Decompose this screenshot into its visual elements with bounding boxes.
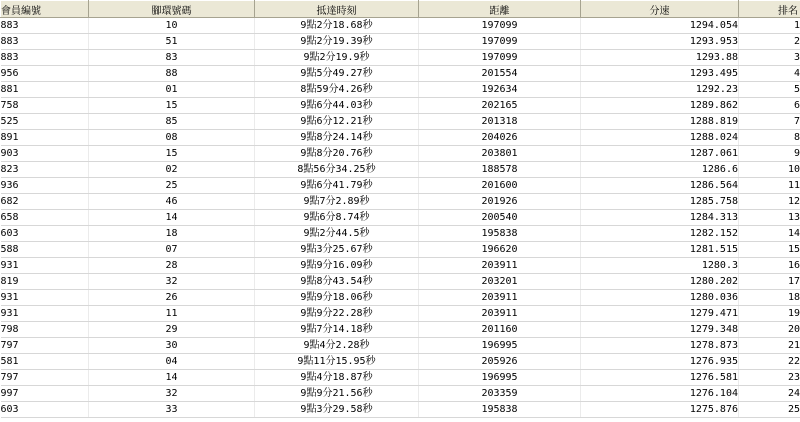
cell-member-id: 931 — [1, 306, 89, 322]
cell-ring-number: 11 — [89, 306, 255, 322]
cell-arrival-time: 8點59分4.26秒 — [255, 82, 419, 98]
cell-member-id: 881 — [1, 82, 89, 98]
table-row[interactable] — [1, 354, 800, 370]
cell-ring-number: 25 — [89, 178, 255, 194]
cell-rank: 22 — [739, 354, 800, 370]
cell-arrival-time: 9點6分44.03秒 — [255, 98, 419, 114]
cell-ring-number: 29 — [89, 322, 255, 338]
cell-member-id: 956 — [1, 66, 89, 82]
cell-distance: 195838 — [419, 402, 581, 418]
cell-rank: 5 — [739, 82, 800, 98]
cell-speed: 1275.876 — [581, 402, 739, 418]
table-row[interactable] — [1, 258, 800, 274]
cell-member-id: 797 — [1, 338, 89, 354]
cell-rank: 2 — [739, 34, 800, 50]
cell-ring-number: 85 — [89, 114, 255, 130]
cell-arrival-time: 9點2分19.9秒 — [255, 50, 419, 66]
cell-member-id: 903 — [1, 146, 89, 162]
cell-rank: 24 — [739, 386, 800, 402]
cell-distance: 204026 — [419, 130, 581, 146]
table-row[interactable] — [1, 34, 800, 50]
cell-distance: 192634 — [419, 82, 581, 98]
cell-rank: 7 — [739, 114, 800, 130]
cell-ring-number: 10 — [89, 18, 255, 34]
cell-rank: 1 — [739, 18, 800, 34]
cell-ring-number: 02 — [89, 162, 255, 178]
column-header-member-id[interactable]: 會員編號 — [1, 1, 89, 18]
table-row[interactable] — [1, 226, 800, 242]
cell-ring-number: 28 — [89, 258, 255, 274]
column-header-arrival-time[interactable]: 抵達時刻 — [255, 1, 419, 18]
cell-ring-number: 18 — [89, 226, 255, 242]
cell-arrival-time: 9點6分8.74秒 — [255, 210, 419, 226]
cell-arrival-time: 9點9分16.09秒 — [255, 258, 419, 274]
cell-speed: 1288.024 — [581, 130, 739, 146]
cell-rank: 16 — [739, 258, 800, 274]
table-row[interactable] — [1, 130, 800, 146]
cell-distance: 203911 — [419, 290, 581, 306]
cell-member-id: 581 — [1, 354, 89, 370]
table-row[interactable] — [1, 82, 800, 98]
cell-member-id: 883 — [1, 50, 89, 66]
cell-speed: 1294.054 — [581, 18, 739, 34]
cell-arrival-time: 9點4分2.28秒 — [255, 338, 419, 354]
cell-arrival-time: 9點8分20.76秒 — [255, 146, 419, 162]
cell-speed: 1286.6 — [581, 162, 739, 178]
table-row[interactable] — [1, 274, 800, 290]
cell-rank: 3 — [739, 50, 800, 66]
cell-distance: 202165 — [419, 98, 581, 114]
cell-ring-number: 46 — [89, 194, 255, 210]
cell-speed: 1292.23 — [581, 82, 739, 98]
cell-arrival-time: 9點4分18.87秒 — [255, 370, 419, 386]
cell-rank: 11 — [739, 178, 800, 194]
cell-member-id: 758 — [1, 98, 89, 114]
cell-arrival-time: 9點3分29.58秒 — [255, 402, 419, 418]
table-row[interactable] — [1, 210, 800, 226]
cell-ring-number: 33 — [89, 402, 255, 418]
cell-member-id: 588 — [1, 242, 89, 258]
table-row[interactable] — [1, 194, 800, 210]
cell-distance: 196995 — [419, 338, 581, 354]
cell-ring-number: 32 — [89, 274, 255, 290]
cell-arrival-time: 9點9分18.06秒 — [255, 290, 419, 306]
cell-member-id: 931 — [1, 258, 89, 274]
cell-ring-number: 83 — [89, 50, 255, 66]
cell-member-id: 658 — [1, 210, 89, 226]
cell-ring-number: 88 — [89, 66, 255, 82]
cell-arrival-time: 9點2分19.39秒 — [255, 34, 419, 50]
cell-rank: 15 — [739, 242, 800, 258]
cell-arrival-time: 9點8分43.54秒 — [255, 274, 419, 290]
cell-distance: 203911 — [419, 306, 581, 322]
cell-ring-number: 07 — [89, 242, 255, 258]
cell-rank: 19 — [739, 306, 800, 322]
cell-rank: 25 — [739, 402, 800, 418]
cell-distance: 197099 — [419, 50, 581, 66]
cell-distance: 197099 — [419, 18, 581, 34]
cell-member-id: 931 — [1, 290, 89, 306]
cell-ring-number: 26 — [89, 290, 255, 306]
cell-ring-number: 51 — [89, 34, 255, 50]
table-row[interactable] — [1, 114, 800, 130]
table-row[interactable] — [1, 162, 800, 178]
cell-distance: 201318 — [419, 114, 581, 130]
cell-arrival-time: 9點6分12.21秒 — [255, 114, 419, 130]
cell-arrival-time: 9點8分24.14秒 — [255, 130, 419, 146]
cell-distance: 203911 — [419, 258, 581, 274]
column-header-speed[interactable]: 分速 — [581, 1, 739, 18]
cell-speed: 1289.862 — [581, 98, 739, 114]
cell-arrival-time: 9點11分15.95秒 — [255, 354, 419, 370]
cell-arrival-time: 9點6分41.79秒 — [255, 178, 419, 194]
cell-distance: 203201 — [419, 274, 581, 290]
column-header-distance[interactable]: 距離 — [419, 1, 581, 18]
cell-speed: 1293.88 — [581, 50, 739, 66]
cell-distance: 201926 — [419, 194, 581, 210]
cell-arrival-time: 9點2分18.68秒 — [255, 18, 419, 34]
table-row[interactable] — [1, 306, 800, 322]
cell-speed: 1284.313 — [581, 210, 739, 226]
cell-rank: 4 — [739, 66, 800, 82]
cell-arrival-time: 9點2分44.5秒 — [255, 226, 419, 242]
cell-speed: 1288.819 — [581, 114, 739, 130]
cell-rank: 17 — [739, 274, 800, 290]
cell-rank: 14 — [739, 226, 800, 242]
cell-rank: 10 — [739, 162, 800, 178]
cell-member-id: 819 — [1, 274, 89, 290]
table-row[interactable] — [1, 18, 800, 34]
cell-member-id: 797 — [1, 370, 89, 386]
table-row[interactable] — [1, 66, 800, 82]
cell-rank: 8 — [739, 130, 800, 146]
cell-speed: 1280.3 — [581, 258, 739, 274]
cell-rank: 12 — [739, 194, 800, 210]
cell-distance: 201554 — [419, 66, 581, 82]
column-header-rank[interactable]: 排名 — [739, 1, 800, 18]
cell-member-id: 891 — [1, 130, 89, 146]
cell-ring-number: 04 — [89, 354, 255, 370]
cell-distance: 196995 — [419, 370, 581, 386]
table-row[interactable] — [1, 50, 800, 66]
cell-member-id: 883 — [1, 18, 89, 34]
cell-rank: 9 — [739, 146, 800, 162]
table-row[interactable] — [1, 370, 800, 386]
cell-rank: 21 — [739, 338, 800, 354]
cell-speed: 1286.564 — [581, 178, 739, 194]
cell-distance: 203801 — [419, 146, 581, 162]
table-row[interactable] — [1, 402, 800, 418]
cell-member-id: 823 — [1, 162, 89, 178]
cell-distance: 203359 — [419, 386, 581, 402]
cell-distance: 197099 — [419, 34, 581, 50]
cell-distance: 201600 — [419, 178, 581, 194]
table-row[interactable] — [1, 322, 800, 338]
cell-distance: 195838 — [419, 226, 581, 242]
cell-distance: 205926 — [419, 354, 581, 370]
cell-ring-number: 01 — [89, 82, 255, 98]
table-body — [1, 18, 800, 418]
cell-ring-number: 15 — [89, 98, 255, 114]
cell-member-id: 997 — [1, 386, 89, 402]
cell-speed: 1282.152 — [581, 226, 739, 242]
cell-ring-number: 14 — [89, 370, 255, 386]
table-row[interactable] — [1, 146, 800, 162]
table-row[interactable] — [1, 178, 800, 194]
cell-member-id: 603 — [1, 226, 89, 242]
table-row[interactable] — [1, 242, 800, 258]
cell-member-id: 798 — [1, 322, 89, 338]
cell-distance: 188578 — [419, 162, 581, 178]
cell-rank: 23 — [739, 370, 800, 386]
header-row — [1, 1, 800, 18]
table-row[interactable] — [1, 338, 800, 354]
cell-distance: 200540 — [419, 210, 581, 226]
cell-ring-number: 15 — [89, 146, 255, 162]
table-row[interactable] — [1, 290, 800, 306]
cell-speed: 1276.104 — [581, 386, 739, 402]
cell-arrival-time: 9點7分14.18秒 — [255, 322, 419, 338]
cell-arrival-time: 9點3分25.67秒 — [255, 242, 419, 258]
cell-member-id: 936 — [1, 178, 89, 194]
table-row[interactable] — [1, 386, 800, 402]
cell-ring-number: 08 — [89, 130, 255, 146]
cell-speed: 1276.581 — [581, 370, 739, 386]
cell-rank: 6 — [739, 98, 800, 114]
cell-speed: 1276.935 — [581, 354, 739, 370]
column-header-ring-number[interactable]: 腳環號碼 — [89, 1, 255, 18]
cell-member-id: 883 — [1, 34, 89, 50]
cell-ring-number: 30 — [89, 338, 255, 354]
cell-ring-number: 32 — [89, 386, 255, 402]
cell-arrival-time: 9點9分22.28秒 — [255, 306, 419, 322]
cell-arrival-time: 8點56分34.25秒 — [255, 162, 419, 178]
cell-arrival-time: 9點9分21.56秒 — [255, 386, 419, 402]
cell-distance: 196620 — [419, 242, 581, 258]
cell-speed: 1293.953 — [581, 34, 739, 50]
cell-speed: 1285.758 — [581, 194, 739, 210]
cell-speed: 1279.471 — [581, 306, 739, 322]
cell-rank: 18 — [739, 290, 800, 306]
cell-distance: 201160 — [419, 322, 581, 338]
cell-arrival-time: 9點5分49.27秒 — [255, 66, 419, 82]
cell-member-id: 603 — [1, 402, 89, 418]
cell-member-id: 525 — [1, 114, 89, 130]
cell-rank: 13 — [739, 210, 800, 226]
cell-rank: 20 — [739, 322, 800, 338]
table-row[interactable] — [1, 98, 800, 114]
cell-arrival-time: 9點7分2.89秒 — [255, 194, 419, 210]
cell-speed: 1279.348 — [581, 322, 739, 338]
cell-ring-number: 14 — [89, 210, 255, 226]
cell-speed: 1280.036 — [581, 290, 739, 306]
cell-speed: 1293.495 — [581, 66, 739, 82]
cell-speed: 1287.061 — [581, 146, 739, 162]
cell-member-id: 682 — [1, 194, 89, 210]
cell-speed: 1280.202 — [581, 274, 739, 290]
cell-speed: 1281.515 — [581, 242, 739, 258]
cell-speed: 1278.873 — [581, 338, 739, 354]
